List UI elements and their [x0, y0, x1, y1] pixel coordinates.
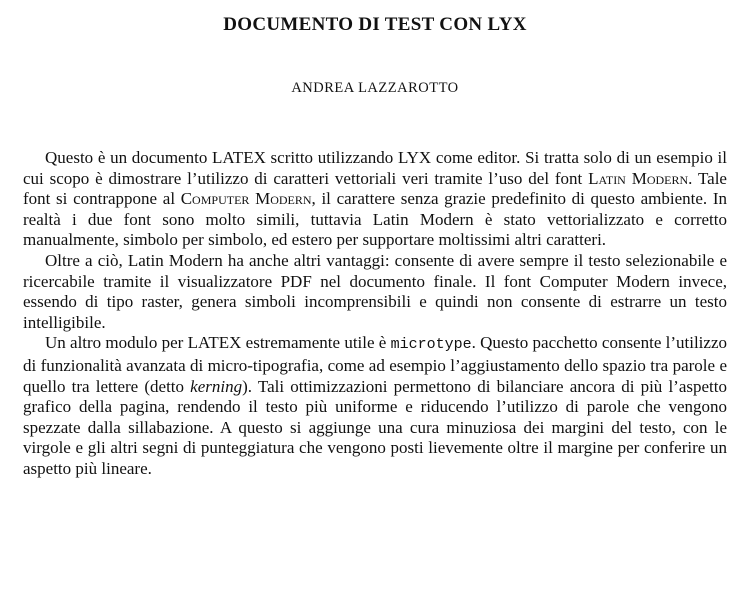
paragraph-1-text-a: Questo è un documento	[45, 148, 213, 167]
paragraph-3-text-c: . Questo pacchetto consente l’utilizzo di funzionalità avanzata di micro-tipografia, come ad esempio l’aggiustamento dello spazio tra parole e quello tra lettere (detto	[23, 333, 727, 396]
paragraph-2: Oltre a ciò, Latin Modern ha anche altri vantaggi: consente di avere sempre il testo selezionabile e ricercabile tramite il visualizzatore PDF nel documento finale. Il font Computer Modern invece, essendo di tipo raster, genera simboli incomprensibili e quindi non consente di estrarre un testo intelligibile.	[23, 250, 727, 332]
microtype-code: microtype	[390, 336, 472, 354]
paragraph-1	[23, 148, 727, 251]
document-body	[23, 148, 727, 480]
document-author: ANDREA LAZZAROTTO	[291, 80, 459, 96]
latex-logo: LATEX	[187, 333, 242, 353]
paragraph-1-text-d: . Tale font si contrappone al	[23, 168, 727, 209]
lyx-logo: LYX	[397, 148, 432, 167]
paragraph-3-text-a: Un altro modulo per	[45, 333, 188, 353]
paragraph-1-text-c: come editor. Si tratta solo di un esempio il cui scopo è dimostrare l’utilizzo di caratteri vettoriali veri tramite l’uso del font	[23, 148, 727, 188]
document-title: DOCUMENTO DI TEST CON LYX	[223, 14, 527, 35]
paragraph-3-text-d: ). Tali ottimizzazioni permettono di bilanciare ancora di più l’aspetto grafico della pagina, rendendo il testo più uniforme e riducendo l’utilizzo di parole che vengono spezzate dalla sillabazione. A questo si aggiunge una cura minuziosa dei margini del testo, con le virgole e gli altri segni di punteggiatura che vengono posti lievemente oltre il margine per conferire un aspetto più lineare.	[23, 376, 727, 478]
paragraph-3-text-b: estremamente utile è	[241, 333, 391, 353]
paragraph-3	[23, 333, 727, 479]
latin-modern-label: Latin Modern	[588, 168, 689, 188]
computer-modern-label: Computer Modern	[180, 189, 312, 209]
paragraph-1-text-b: scritto utilizzando	[265, 148, 398, 167]
latex-logo: LATEX	[212, 148, 266, 167]
paragraph-1-text-e: , il carattere senza grazie predefinito di questo ambiente. In realtà i due font sono molto simili, tuttavia Latin Modern è stato vettorializzato e corretto manualmente, simbolo per simbolo, ed estero per supportare moltissimi altri caratteri.	[23, 189, 727, 250]
kerning-term: kerning	[190, 376, 243, 396]
